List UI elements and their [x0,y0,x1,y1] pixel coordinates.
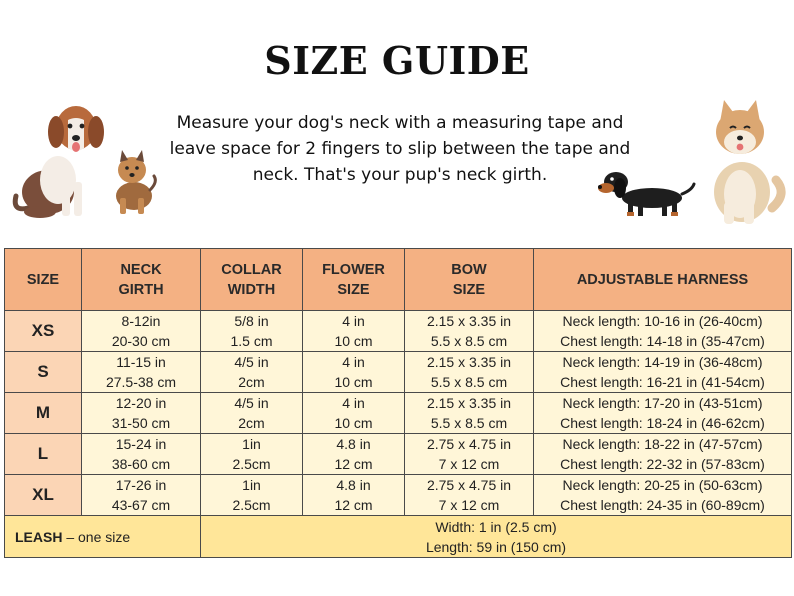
intro-line: leave space for 2 fingers to slip between the tape and [169,139,631,159]
leash-length: Length: 59 in (150 cm) [425,538,567,555]
flower-size-cell: 4 in 10 cm [303,311,405,352]
neck-girth-cell: 8-12in 20-30 cm [82,311,201,352]
neck-girth-cell: 11-15 in 27.5-38 cm [82,352,201,393]
collar-width-cell: 4/5 in 2cm [201,393,303,434]
table-row [5,475,792,516]
harness-cell: Neck length: 17-20 in (43-51cm) Chest length: 18-24 in (46-62cm) [534,393,792,434]
header-collar-width: COLLAR WIDTH [201,249,303,311]
bow-size-cell: 2.15 x 3.35 in 5.5 x 8.5 cm [405,311,534,352]
table-row [5,352,792,393]
bow-size-cell: 2.15 x 3.35 in 5.5 x 8.5 cm [405,393,534,434]
size-cell: XS [5,311,82,352]
leash-values [201,516,792,558]
beagle-dog-icon [15,106,104,218]
table-header-row [5,249,792,311]
table-row [5,434,792,475]
intro-text [150,110,650,188]
dogs-right-illustration [596,98,786,228]
yorkie-dog-icon [116,150,155,214]
shiba-inu-dog-icon [714,100,781,224]
neck-girth-cell: 17-26 in 43-67 cm [82,475,201,516]
size-cell: M [5,393,82,434]
leash-row [5,516,792,558]
flower-size-cell: 4.8 in 12 cm [303,434,405,475]
collar-width-cell: 5/8 in 1.5 cm [201,311,303,352]
neck-girth-cell: 15-24 in 38-60 cm [82,434,201,475]
header-bow-size: BOW SIZE [405,249,534,311]
bow-size-cell: 2.75 x 4.75 in 7 x 12 cm [405,434,534,475]
collar-width-cell: 4/5 in 2cm [201,352,303,393]
leash-label-bold: LEASH [15,528,63,545]
collar-width-cell: 1in 2.5cm [201,434,303,475]
bow-size-cell: 2.75 x 4.75 in 7 x 12 cm [405,475,534,516]
header-flower-size: FLOWER SIZE [303,249,405,311]
collar-width-cell: 1in 2.5cm [201,475,303,516]
page-title: SIZE GUIDE [264,38,530,83]
dogs-left-illustration [10,100,160,225]
flower-size-cell: 4.8 in 12 cm [303,475,405,516]
harness-cell: Neck length: 10-16 in (26-40cm) Chest length: 14-18 in (35-47cm) [534,311,792,352]
table-row [5,393,792,434]
dachshund-dog-icon [598,172,694,216]
leash-label [5,516,201,558]
leash-width: Width: 1 in (2.5 cm) [435,518,557,535]
flower-size-cell: 4 in 10 cm [303,393,405,434]
size-cell: S [5,352,82,393]
harness-cell: Neck length: 20-25 in (50-63cm) Chest length: 24-35 in (60-89cm) [534,475,792,516]
neck-girth-cell: 12-20 in 31-50 cm [82,393,201,434]
harness-cell: Neck length: 18-22 in (47-57cm) Chest length: 22-32 in (57-83cm) [534,434,792,475]
intro-line: neck. That's your pup's neck girth. [252,165,548,185]
header-neck-girth: NECK GIRTH [82,249,201,311]
harness-cell: Neck length: 14-19 in (36-48cm) Chest length: 16-21 in (41-54cm) [534,352,792,393]
size-cell: L [5,434,82,475]
table-row [5,311,792,352]
size-cell: XL [5,475,82,516]
bow-size-cell: 2.15 x 3.35 in 5.5 x 8.5 cm [405,352,534,393]
header-size: SIZE [5,249,82,311]
intro-line: Measure your dog's neck with a measuring tape and [176,113,624,133]
leash-label-rest: – one size [62,528,131,545]
header-adjustable-harness: ADJUSTABLE HARNESS [534,249,792,311]
size-guide-table [4,248,792,558]
flower-size-cell: 4 in 10 cm [303,352,405,393]
